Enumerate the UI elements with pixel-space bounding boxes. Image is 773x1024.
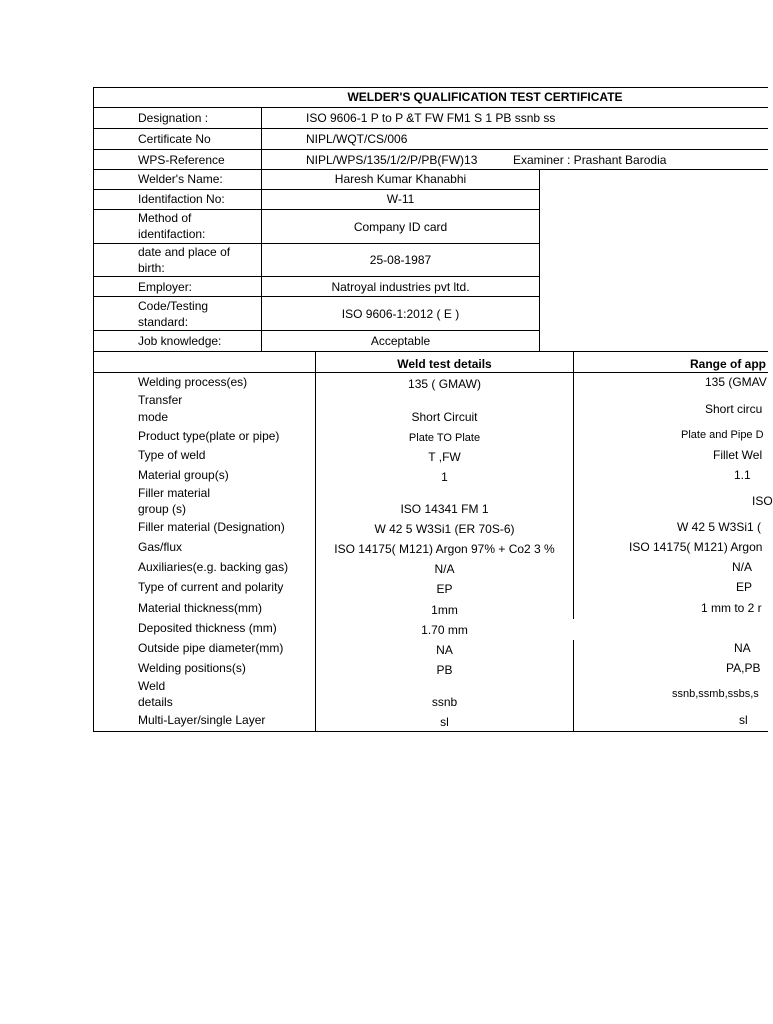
designation-label: Designation : — [138, 111, 209, 125]
weld-test-details-header: Weld test details — [397, 357, 492, 371]
welding-positions-range: PA,PB — [726, 661, 761, 675]
rule — [93, 189, 540, 190]
filler-group-test: ISO 14341 FM 1 — [400, 502, 489, 516]
identification-value: W-11 — [386, 192, 415, 206]
birth-label-line2: birth: — [138, 261, 165, 275]
rule — [93, 351, 768, 352]
auxiliaries-range: N/A — [732, 560, 753, 574]
rule — [93, 87, 768, 88]
rule — [93, 107, 768, 108]
rule — [93, 276, 540, 277]
designation-value: ISO 9606-1 P to P &T FW FM1 S 1 PB ssnb ss — [306, 111, 556, 125]
auxiliaries-label: Auxiliaries(e.g. backing gas) — [138, 560, 289, 574]
method-value: Company ID card — [353, 220, 448, 234]
birth-value: 25-08-1987 — [369, 253, 432, 267]
certificate-no-value: NIPL/WQT/CS/006 — [306, 132, 408, 146]
rule — [93, 128, 768, 129]
deposited-thickness-label: Deposited thickness (mm) — [138, 621, 277, 635]
rule — [93, 169, 768, 170]
range-of-approval-header: Range of app — [690, 357, 767, 371]
layer-test: sl — [440, 715, 449, 729]
filler-designation-label: Filler material (Designation) — [138, 520, 285, 534]
rule — [573, 351, 574, 619]
wps-reference-label: WPS-Reference — [138, 153, 225, 167]
auxiliaries-test: N/A — [434, 562, 455, 576]
process-test: 135 ( GMAW) — [408, 377, 481, 391]
filler-group-label-line2: group (s) — [138, 502, 187, 516]
material-group-test: 1 — [441, 470, 448, 484]
filler-group-label-line1: Filler material — [138, 486, 211, 500]
weld-details-label-line1: Weld — [138, 679, 166, 693]
welding-positions-test: PB — [436, 663, 453, 677]
pipe-diameter-label: Outside pipe diameter(mm) — [138, 641, 284, 655]
product-label: Product type(plate or pipe) — [138, 429, 280, 443]
current-polarity-label: Type of current and polarity — [138, 580, 284, 594]
weld-details-label-line2: details — [138, 695, 173, 709]
identification-label: Identifaction No: — [138, 192, 225, 206]
current-polarity-range: EP — [736, 580, 753, 594]
certificate-no-label: Certificate No — [138, 132, 211, 146]
transfer-label-line1: Transfer — [138, 393, 183, 407]
pipe-diameter-range: NA — [734, 641, 751, 655]
employer-label: Employer: — [138, 280, 193, 294]
rule — [93, 731, 768, 732]
filler-group-range: ISO — [752, 494, 773, 508]
wps-reference-value: NIPL/WPS/135/1/2/P/PB(FW)13 — [306, 153, 478, 167]
layer-range: sl — [739, 713, 748, 727]
material-group-label: Material group(s) — [138, 468, 229, 482]
filler-designation-test: W 42 5 W3Si1 (ER 70S-6) — [374, 522, 515, 536]
birth-label-line1: date and place of — [138, 245, 231, 259]
employer-value: Natroyal industries pvt ltd. — [331, 280, 470, 294]
code-label-line1: Code/Testing — [138, 299, 209, 313]
gas-flux-range: ISO 14175( M121) Argon — [629, 540, 763, 554]
method-label-line2: identifaction: — [138, 227, 206, 241]
certificate-title: WELDER'S QUALIFICATION TEST CERTIFICATE — [347, 90, 623, 104]
layer-label: Multi-Layer/single Layer — [138, 713, 266, 727]
examiner-name: Examiner : Prashant Barodia — [513, 153, 667, 167]
weld-type-range: Fillet Wel — [713, 448, 763, 462]
current-polarity-test: EP — [436, 582, 453, 596]
job-knowledge-value: Acceptable — [370, 334, 431, 348]
rule — [539, 169, 540, 351]
process-label: Welding process(es) — [138, 375, 248, 389]
rule — [93, 149, 768, 150]
filler-designation-range: W 42 5 W3Si1 ( — [677, 520, 762, 534]
material-group-range: 1.1 — [734, 468, 751, 482]
material-thickness-range: 1 mm to 2 r — [701, 601, 762, 615]
code-label-line2: standard: — [138, 315, 189, 329]
transfer-test: Short Circuit — [411, 410, 478, 424]
product-range: Plate and Pipe D — [681, 429, 764, 441]
weld-details-test: ssnb — [431, 695, 458, 709]
code-value: ISO 9606-1:2012 ( E ) — [341, 307, 460, 321]
welder-name-value: Haresh Kumar Khanabhi — [334, 172, 467, 186]
rule — [573, 640, 574, 732]
rule — [93, 296, 540, 297]
transfer-label-line2: mode — [138, 410, 169, 424]
gas-flux-label: Gas/flux — [138, 540, 183, 554]
gas-flux-test: ISO 14175( M121) Argon 97% + Co2 3 % — [334, 542, 555, 556]
weld-type-label: Type of weld — [138, 448, 206, 462]
material-thickness-label: Material thickness(mm) — [138, 601, 263, 615]
rule — [93, 372, 768, 373]
transfer-range: Short circu — [705, 402, 763, 416]
rule — [93, 330, 540, 331]
material-thickness-test: 1mm — [431, 603, 458, 617]
product-test: Plate TO Plate — [408, 432, 481, 444]
rule — [93, 243, 540, 244]
job-knowledge-label: Job knowledge: — [138, 334, 222, 348]
welding-positions-label: Welding positions(s) — [138, 661, 246, 675]
process-range: 135 (GMAV — [705, 375, 767, 389]
rule — [93, 87, 94, 732]
method-label-line1: Method of — [138, 211, 192, 225]
pipe-diameter-test: NA — [436, 643, 453, 657]
weld-type-test: T ,FW — [428, 450, 461, 464]
deposited-thickness-test: 1.70 mm — [421, 623, 468, 637]
rule — [93, 209, 540, 210]
welder-name-label: Welder's Name: — [138, 172, 223, 186]
weld-details-range: ssnb,ssmb,ssbs,s — [672, 688, 759, 700]
